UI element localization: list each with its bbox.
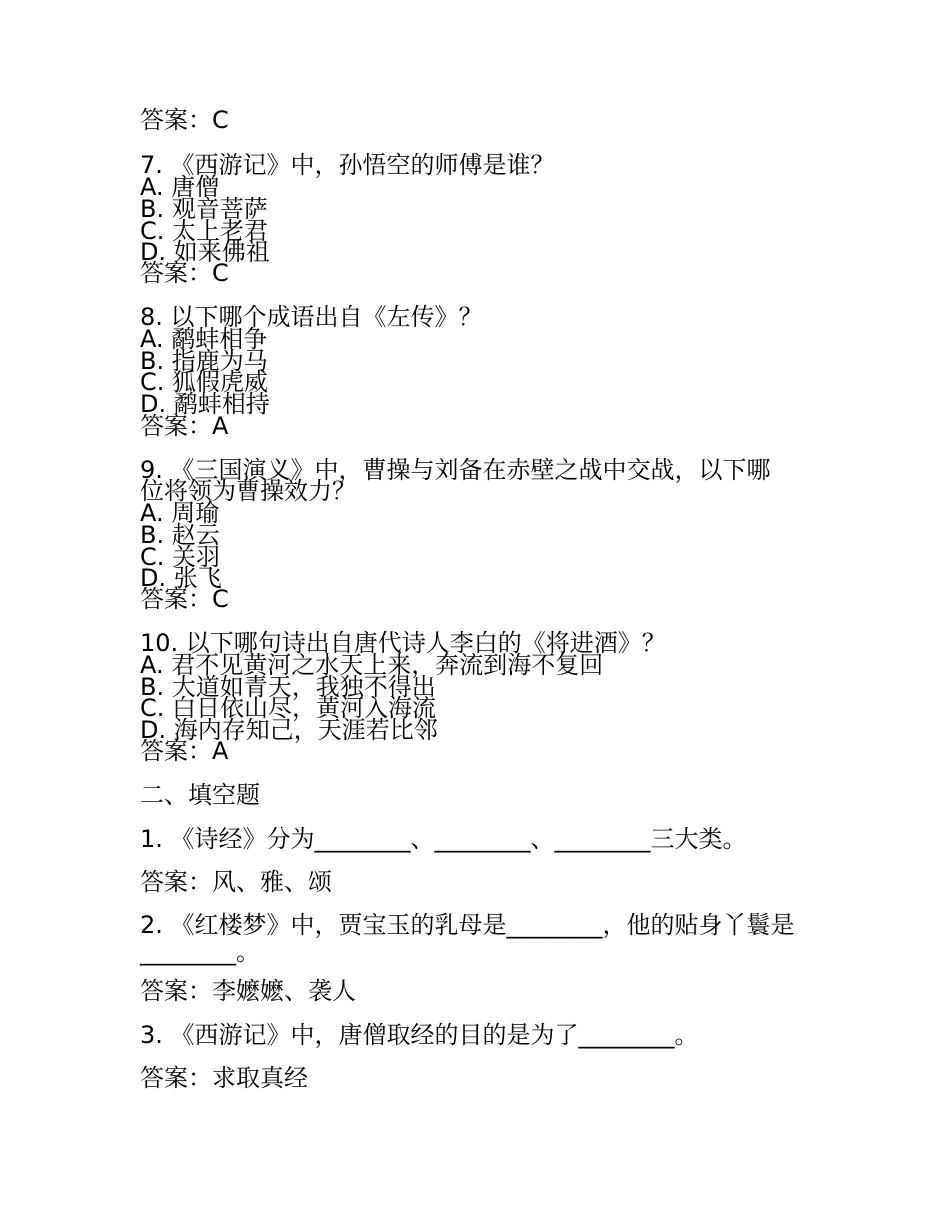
fill-answer-2: 答案：李嬷嬷、袭人 xyxy=(140,977,356,1005)
question-7: 7. 《西游记》中，孙悟空的师傅是谁？ xyxy=(140,151,555,179)
q9-option-d: D. 张飞 xyxy=(140,564,222,592)
q8-answer: 答案：A xyxy=(140,412,229,440)
q10-option-d: D. 海内存知己，天涯若比邻 xyxy=(140,716,438,744)
q10-answer: 答案：A xyxy=(140,737,229,765)
q10-option-c: C. 白日依山尽，黄河入海流 xyxy=(140,694,437,722)
q9-option-a: A. 周瑜 xyxy=(140,499,220,527)
question-8: 8. 以下哪个成语出自《左传》？ xyxy=(140,303,483,331)
q7-option-a: A. 唐僧 xyxy=(140,173,220,201)
fill-answer-1: 答案：风、雅、颂 xyxy=(140,868,332,896)
q8-option-c: C. 狐假虎威 xyxy=(140,368,269,396)
q10-option-b: B. 大道如青天，我独不得出 xyxy=(140,673,436,701)
question-10: 10. 以下哪句诗出自唐代诗人李白的《将进酒》？ xyxy=(140,629,666,657)
q7-option-d: D. 如来佛祖 xyxy=(140,238,270,266)
question-9-line-2: 位将领为曹操效力？ xyxy=(140,477,356,505)
q7-option-c: C. 太上老君 xyxy=(140,217,269,245)
q7-answer: 答案：C xyxy=(140,259,229,287)
q9-answer: 答案：C xyxy=(140,585,229,613)
q8-option-d: D. 鹬蚌相持 xyxy=(140,390,270,418)
question-9-line-1: 9. 《三国演义》中，曹操与刘备在赤壁之战中交战，以下哪 xyxy=(140,456,771,484)
q8-option-b: B. 指鹿为马 xyxy=(140,347,268,375)
q8-option-a: A. 鹬蚌相争 xyxy=(140,325,268,353)
answer-previous: 答案：C xyxy=(140,106,229,134)
q9-option-c: C. 关羽 xyxy=(140,543,221,571)
fill-question-2-line-2: ________。 xyxy=(140,938,260,966)
q9-option-b: B. 赵云 xyxy=(140,521,220,549)
section-2-title: 二、填空题 xyxy=(140,781,260,809)
fill-question-1: 1. 《诗经》分为________、________、________三大类。 xyxy=(140,825,747,853)
fill-answer-3: 答案：求取真经 xyxy=(140,1064,308,1092)
fill-question-2-line-1: 2. 《红楼梦》中，贾宝玉的乳母是________，他的贴身丫鬟是 xyxy=(140,911,795,939)
q10-option-a: A. 君不见黄河之水天上来，奔流到海不复回 xyxy=(140,651,604,679)
q7-option-b: B. 观音菩萨 xyxy=(140,195,268,223)
fill-question-3: 3. 《西游记》中，唐僧取经的目的是为了________。 xyxy=(140,1021,699,1049)
